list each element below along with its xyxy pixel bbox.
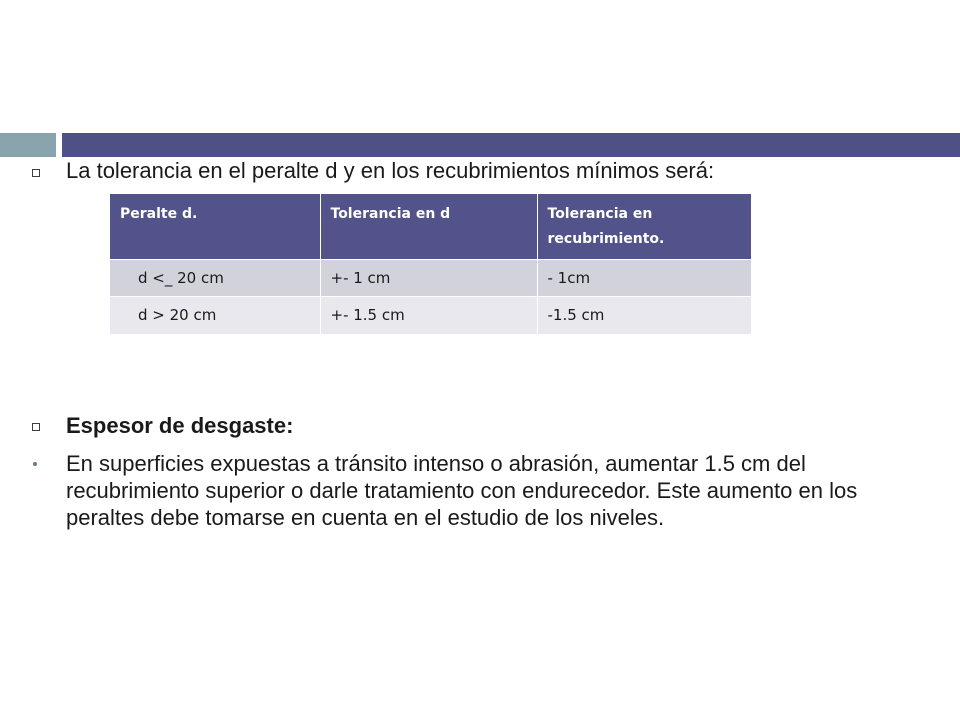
cell-tolerancia-recubrimiento: -1.5 cm [537, 297, 751, 334]
header-peralte: Peralte d. [110, 194, 320, 260]
cell-tolerancia-recubrimiento: - 1cm [537, 260, 751, 297]
heading-espesor: Espesor de desgaste: [66, 413, 294, 438]
table-header-row [110, 194, 751, 260]
square-bullet-icon [32, 423, 40, 431]
table-row [110, 297, 751, 334]
square-bullet-icon [32, 169, 40, 177]
accent-bar [0, 133, 56, 157]
header-tolerancia-recubrimiento: Tolerancia en recubrimiento. [537, 194, 751, 260]
tolerance-table [110, 194, 751, 334]
table-row [110, 260, 751, 297]
cell-tolerancia-d: +- 1.5 cm [320, 297, 537, 334]
title-bar [62, 133, 960, 157]
cell-peralte: d <_ 20 cm [110, 260, 320, 297]
paragraph-desgaste: En superficies expuestas a tránsito intenso o abrasión, aumentar 1.5 cm del recubrimiento superior o darle tratamiento con endurecedor. Este aumento en los peraltes debe tomarse en cuenta en el estudio de los niveles. [66, 451, 858, 530]
cell-tolerancia-d: +- 1 cm [320, 260, 537, 297]
heading-tolerancia: La tolerancia en el peralte d y en los recubrimientos mínimos será: [66, 158, 715, 183]
dot-bullet-icon [33, 462, 37, 466]
header-tolerancia-d: Tolerancia en d [320, 194, 537, 260]
cell-peralte: d > 20 cm [110, 297, 320, 334]
